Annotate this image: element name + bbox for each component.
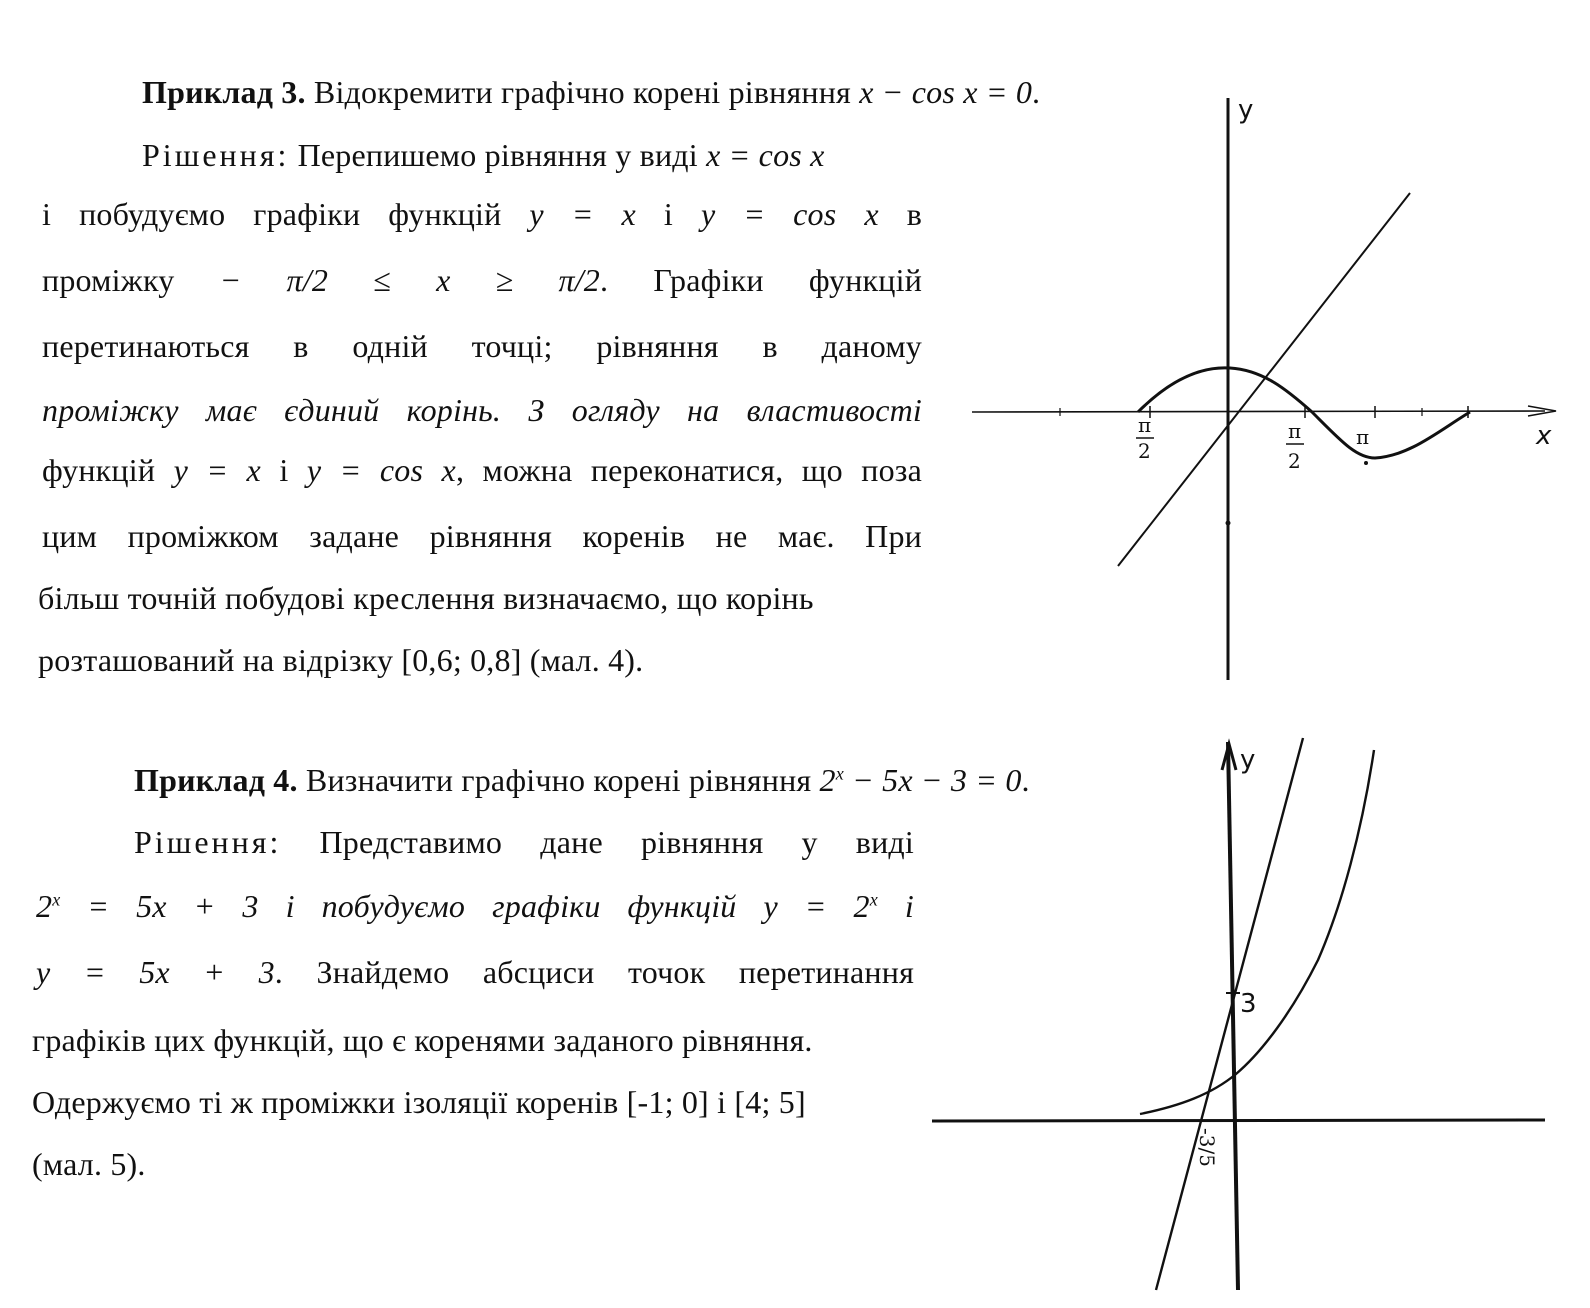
example4-line6: (мал. 5).	[32, 1146, 146, 1182]
example4-line2-m2-exp: x	[869, 889, 878, 910]
figure5-x-axis	[932, 1120, 1545, 1121]
example4-line2-e: і	[904, 888, 914, 924]
example3-line1-text: Перепишемо рівняння у виді	[297, 137, 698, 173]
example3-line7: цим проміжком задане рівняння коренів не має. При	[42, 518, 922, 554]
example4-line2-m-rest: = 5x + 3	[60, 888, 259, 924]
example4-line3-a: Знайдемо	[316, 954, 450, 990]
example3-line3-math: − π/2 ≤ x ≥ π/2	[219, 262, 601, 298]
example3-line2-f: в	[906, 196, 922, 232]
example4-line3-c: точок	[627, 954, 706, 990]
example4-line2-m2-base: y = 2	[763, 888, 870, 924]
example4-title-text: Визначити графічно корені рівняння	[305, 762, 812, 798]
example4-line2-d: функцій	[627, 888, 737, 924]
figure4-dot	[1364, 461, 1368, 465]
figure4-dot	[1226, 521, 1231, 526]
example3-title-text: Відокремити графічно корені рівняння	[313, 74, 851, 110]
example3-line2-m1: y = x	[529, 196, 636, 232]
example4-solution-label: Рішення:	[134, 824, 282, 860]
example3-line3-b: Графіки	[653, 262, 764, 298]
figure4-neg-half-pi-top: π	[1138, 413, 1152, 437]
example3-line6-m2: y = cos x	[306, 452, 456, 488]
example4-line3-d: перетинання	[738, 954, 914, 990]
example3-line2-m2: y = cos x	[700, 196, 879, 232]
example4-line2-a: і	[285, 888, 295, 924]
figure5	[932, 738, 1545, 1290]
figure4-neg-half-pi-bottom: 2	[1138, 439, 1151, 463]
figure5-label-3: 3	[1240, 989, 1257, 1019]
example4-line2-b: побудуємо	[321, 888, 466, 924]
example4-line2-m-exp: x	[52, 889, 61, 910]
figure5-label-neg-3-5: -3/5	[1195, 1128, 1219, 1167]
example3-line2-b: побудуємо	[79, 196, 226, 232]
example3-title-label: Приклад 3.	[142, 74, 306, 110]
figure4-x-axis	[972, 411, 1545, 412]
example3-line3-a: проміжку	[42, 262, 175, 298]
example4-line1-text: Представимо дане рівняння у виді	[319, 824, 914, 860]
example3-line5: проміжку має єдиний корінь. З огляду на властивості	[42, 392, 922, 428]
example4-line5: Одержуємо ті ж проміжки ізоляції коренів [-1; 0] і [4; 5]	[32, 1084, 806, 1120]
example3-line6-a: функцій	[42, 452, 156, 488]
figure5-labels	[1195, 745, 1257, 1167]
figure4-half-pi-top: π	[1288, 419, 1302, 443]
figure4-half-pi-bottom: 2	[1288, 449, 1301, 473]
example3-line2-a: і	[42, 196, 52, 232]
example3-solution-label: Рішення:	[142, 137, 290, 173]
example3-line6-m1: y = x	[173, 452, 261, 488]
example4-eq-exp: x	[835, 763, 844, 784]
example3-line3-c: функцій	[808, 262, 923, 298]
example4-line2-m-base: 2	[36, 888, 53, 924]
example3-line6-c: , можна переконатися, що поза	[455, 452, 923, 488]
example3-line3-dot: .	[600, 262, 609, 298]
figure5-y-label: y	[1240, 745, 1256, 775]
figure4-line-y-x	[1118, 193, 1410, 566]
figure4	[972, 98, 1556, 680]
figure4-x-label: x	[1536, 421, 1552, 451]
figure4-y-label: y	[1238, 95, 1254, 125]
example4-line3-m: y = 5x + 3	[36, 954, 275, 990]
example4-line4: графіків цих функцій, що є коренями заданого рівняння.	[32, 1022, 813, 1058]
example4-eq-rest: − 5x − 3 = 0	[843, 762, 1022, 798]
example4-title-label: Приклад 4.	[134, 762, 298, 798]
figure4-labels	[1136, 95, 1552, 473]
example4-line3-dot: .	[274, 954, 283, 990]
example3-equation-end: .	[1032, 74, 1041, 110]
figure4-pi-label: π	[1356, 425, 1370, 449]
example3-line1-math: x = cos x	[706, 137, 825, 173]
example3-line9: розташований на відрізку [0,6; 0,8] (мал. 4).	[38, 642, 644, 678]
example3-line2-c: графіки	[253, 196, 361, 232]
example3-line6-b: і	[279, 452, 289, 488]
example3-line2-e: і	[663, 196, 673, 232]
example3-equation: x − cos x = 0	[859, 74, 1033, 110]
example3-line2-d: функцій	[388, 196, 502, 232]
example3-line8: більш точній побудові креслення визначаємо, що корінь	[38, 580, 814, 616]
example4-eq-end: .	[1021, 762, 1030, 798]
example4-line2-c: графіки	[492, 888, 601, 924]
figure5-exp-curve	[1140, 750, 1374, 1114]
example4-eq-base: 2	[819, 762, 836, 798]
example4-line3-b: абсциси	[482, 954, 595, 990]
example3-line4: перетинаються в одній точці; рівняння в даному	[42, 328, 922, 364]
